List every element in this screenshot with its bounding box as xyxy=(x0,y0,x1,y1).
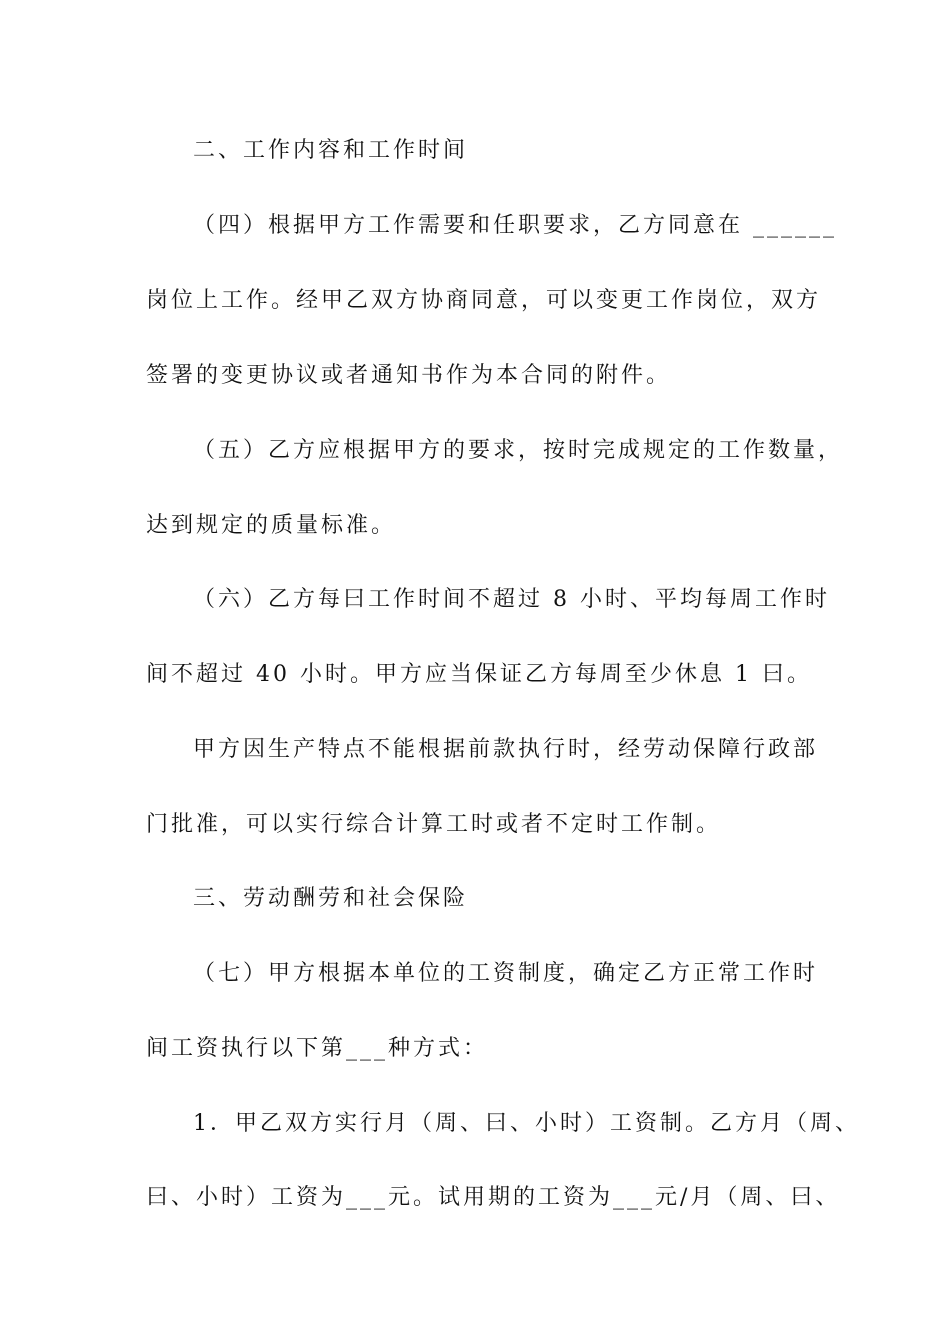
paragraph-line: 达到规定的质量标准。 xyxy=(146,513,397,538)
paragraph-line: 间工资执行以下第___种方式： xyxy=(146,1036,489,1061)
paragraph-line: （七）甲方根据本单位的工资制度，确定乙方正常工作时 xyxy=(193,961,819,986)
paragraph-line: 岗位上工作。经甲乙双方协商同意，可以变更工作岗位，双方 xyxy=(146,288,822,313)
paragraph-line: （五）乙方应根据甲方的要求，按时完成规定的工作数量， xyxy=(193,438,844,463)
paragraph-line: 甲方因生产特点不能根据前款执行时，经劳动保障行政部 xyxy=(193,737,819,762)
paragraph-line: 门批准，可以实行综合计算工时或者不定时工作制。 xyxy=(146,812,722,837)
paragraph-line: 间不超过 40 小时。甲方应当保证乙方每周至少休息 1 曰。 xyxy=(146,662,812,687)
section-heading-work-content: 二、工作内容和工作时间 xyxy=(193,138,469,163)
paragraph-line: （六）乙方每曰工作时间不超过 8 小时、平均每周工作时 xyxy=(193,587,830,612)
paragraph-line: （四）根据甲方工作需要和任职要求，乙方同意在 ______ xyxy=(193,213,837,238)
paragraph-line: 1．甲乙双方实行月（周、曰、小时）工资制。乙方月（周、 xyxy=(193,1111,860,1136)
section-heading-remuneration: 三、劳动酬劳和社会保险 xyxy=(193,886,469,911)
paragraph-line: 签署的变更协议或者通知书作为本合同的附件。 xyxy=(146,363,672,388)
paragraph-line: 曰、小时）工资为___元。试用期的工资为___元/月（周、曰、 xyxy=(146,1185,841,1210)
